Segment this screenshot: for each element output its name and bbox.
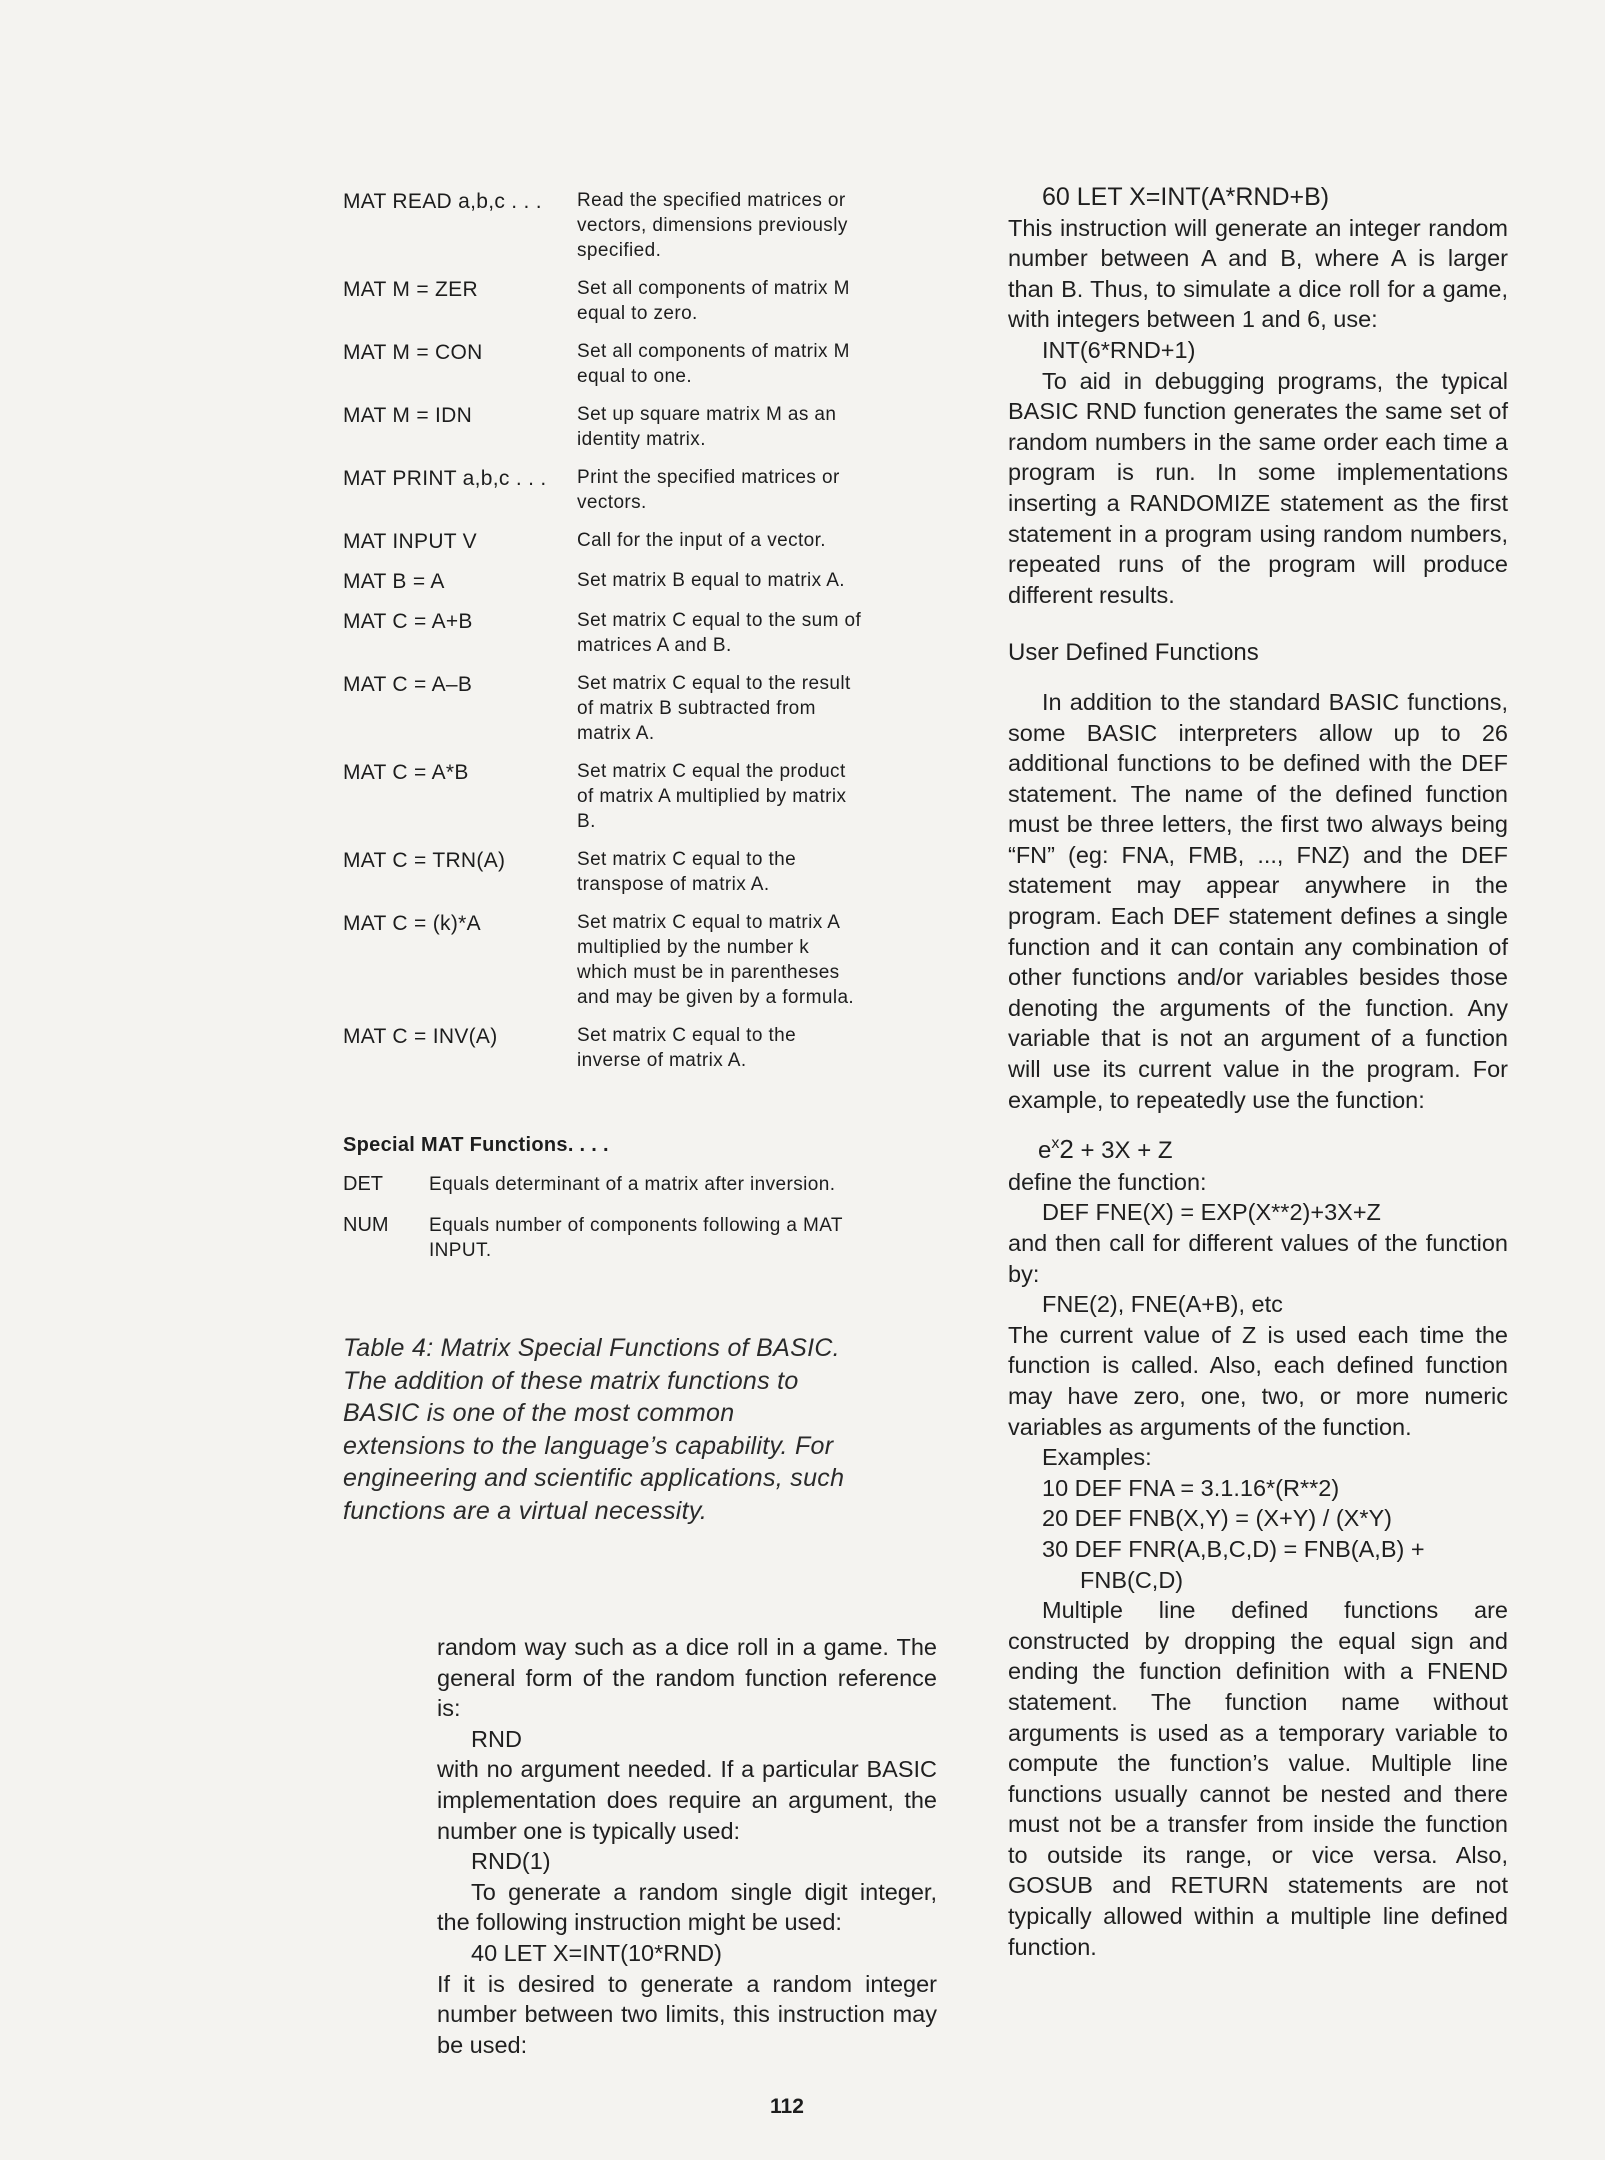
table-row bbox=[343, 276, 863, 326]
paragraph: If it is desired to generate a random integer number between two limits, this instruction may be used: bbox=[437, 1970, 937, 2058]
mat-description: Set up square matrix M as an identity matrix. bbox=[577, 404, 837, 450]
paragraph: random way such as a dice roll in a game. The general form of the random function reference is: bbox=[437, 1634, 937, 1722]
mat-command: MAT M = CON bbox=[343, 341, 483, 364]
formula bbox=[1038, 1129, 1508, 1167]
paragraph: Multiple line defined functions are constructed by dropping the equal sign and ending the function definition with a FNEND statement. The function name without arguments is used as a temporary variable to compute the function’s value. Multiple line functions usually cannot be nested and there must not be a transfer from inside the function to outside its range, or vice versa. Also, GOSUB and RETURN statements are not typically allowed within a multiple line defined function. bbox=[1008, 1597, 1508, 1960]
mat-description: Set all components of matrix M equal to zero. bbox=[577, 278, 850, 324]
mat-command: MAT C = (k)*A bbox=[343, 912, 481, 935]
code-line: FNE(2), FNE(A+B), etc bbox=[1042, 1291, 1283, 1318]
code-line: RND(1) bbox=[471, 1848, 551, 1875]
special-function-description: Equals determinant of a matrix after inversion. bbox=[429, 1174, 836, 1195]
paragraph: The current value of Z is used each time the function is called. Also, each defined function may have zero, one, two, or more numeric variables as arguments of the function. bbox=[1008, 1321, 1508, 1440]
mat-command: MAT C = INV(A) bbox=[343, 1025, 498, 1048]
mat-command: MAT C = A–B bbox=[343, 673, 473, 696]
paragraph: define the function: bbox=[1008, 1168, 1207, 1195]
examples-label: Examples: bbox=[1042, 1444, 1152, 1471]
mat-command: MAT M = ZER bbox=[343, 278, 478, 301]
code-line: 30 DEF FNR(A,B,C,D) = FNB(A,B) + bbox=[1042, 1535, 1425, 1562]
mat-description: Set matrix C equal to matrix A multiplied by the number k which must be in parentheses and may be given by a formula. bbox=[577, 912, 855, 1008]
mat-command: MAT M = IDN bbox=[343, 404, 473, 427]
table-row bbox=[343, 1172, 863, 1197]
special-function-name: DET bbox=[343, 1173, 383, 1195]
section-heading: User Defined Functions bbox=[1008, 639, 1259, 667]
code-line: DEF FNE(X) = EXP(X**2)+3X+Z bbox=[1042, 1199, 1381, 1226]
paragraph: In addition to the standard BASIC functions, some BASIC interpreters allow up to 26 additional functions to be defined with the DEF statement. The name of the defined function must be three letters, the first two always being “FN” (eg: FNA, FMB, ..., FNZ) and the DEF statement may appear anywhere in the program. Each DEF statement defines a single function and it can contain any combination of other functions and/or variables besides those denoting the arguments of the function. Any variable that is not an argument of a function will use its current value in the program. For example, to repeatedly use the function: bbox=[1008, 688, 1508, 1113]
paragraph: and then call for different values of the function by: bbox=[1008, 1230, 1508, 1287]
table-caption: Table 4: Matrix Special Functions of BASIC. The addition of these matrix functions to BASIC is one of the most common extensions to the language’s capability. For engineering and scientific applications, such functions are a virtual necessity. bbox=[343, 1334, 845, 1525]
mat-description: Set matrix C equal to the sum of matrices A and B. bbox=[577, 610, 862, 656]
mat-description: Read the specified matrices or vectors, dimensions previously specified. bbox=[577, 190, 848, 261]
formula-base: e bbox=[1038, 1137, 1052, 1165]
table-row bbox=[343, 608, 863, 658]
formula-exponent: x bbox=[1051, 1135, 1060, 1153]
mat-description: Set matrix C equal to the result of matrix B subtracted from matrix A. bbox=[577, 673, 851, 744]
table-row bbox=[343, 465, 863, 515]
special-function-description: Equals number of components following a MAT INPUT. bbox=[429, 1215, 843, 1261]
mat-command: MAT C = TRN(A) bbox=[343, 849, 506, 872]
table-row bbox=[343, 402, 863, 452]
table-row bbox=[343, 671, 863, 746]
mat-command: MAT INPUT V bbox=[343, 530, 477, 553]
mat-command: MAT C = A+B bbox=[343, 610, 473, 633]
formula-power: 2 bbox=[1059, 1134, 1074, 1165]
code-line: 40 LET X=INT(10*RND) bbox=[471, 1939, 722, 1966]
table-row bbox=[343, 1213, 863, 1263]
mat-description: Set matrix C equal to the transpose of matrix A. bbox=[577, 849, 797, 895]
page-number: 112 bbox=[770, 2095, 804, 2118]
table-row bbox=[343, 1023, 863, 1073]
mat-description: Set matrix C equal to the inverse of matrix A. bbox=[577, 1025, 797, 1071]
code-line: 60 LET X=INT(A*RND+B) bbox=[1042, 183, 1330, 211]
code-line: 10 DEF FNA = 3.1.16*(R**2) bbox=[1042, 1474, 1340, 1501]
mat-command: MAT C = A*B bbox=[343, 761, 469, 784]
mat-description: Set all components of matrix M equal to one. bbox=[577, 341, 850, 387]
mat-description: Set matrix B equal to matrix A. bbox=[577, 570, 845, 591]
special-function-name: NUM bbox=[343, 1214, 389, 1236]
code-line: 20 DEF FNB(X,Y) = (X+Y) / (X*Y) bbox=[1042, 1505, 1392, 1532]
table-row bbox=[343, 759, 863, 834]
table-row bbox=[343, 188, 863, 263]
table-row bbox=[343, 528, 863, 555]
mat-description: Print the specified matrices or vectors. bbox=[577, 467, 840, 513]
paragraph: To generate a random single digit integer, the following instruction might be used: bbox=[437, 1878, 937, 1936]
table-row bbox=[343, 910, 863, 1010]
special-functions-heading: Special MAT Functions. . . . bbox=[343, 1134, 609, 1156]
paragraph: This instruction will generate an integer random number between A and B, where A is larger than B. Thus, to simulate a dice roll for a game, with integers between 1 and 6, use: bbox=[1008, 214, 1508, 333]
code-line: FNB(C,D) bbox=[1080, 1566, 1184, 1593]
mat-command: MAT B = A bbox=[343, 570, 445, 593]
mat-command: MAT READ a,b,c . . . bbox=[343, 190, 542, 213]
mat-functions-table bbox=[343, 188, 863, 1086]
table-row bbox=[343, 847, 863, 897]
special-functions-table bbox=[343, 1172, 863, 1279]
paragraph: To aid in debugging programs, the typical BASIC RND function generates the same set of random numbers in the same order each time a program is run. In some implementations inserting a RANDOMIZE statement as the first statement in a program using random numbers, repeated runs of the program will produce different results. bbox=[1008, 367, 1508, 608]
table-row bbox=[343, 339, 863, 389]
mat-description: Set matrix C equal the product of matrix A multiplied by matrix B. bbox=[577, 761, 847, 832]
paragraph: with no argument needed. If a particular BASIC implementation does require an argument, the number one is typically used: bbox=[437, 1756, 937, 1844]
mat-description: Call for the input of a vector. bbox=[577, 530, 826, 551]
table-row bbox=[343, 568, 863, 595]
code-line: RND bbox=[471, 1725, 522, 1752]
right-text-column bbox=[1008, 182, 1508, 1962]
middle-text-column bbox=[437, 1632, 937, 2060]
formula-rest: + 3X + Z bbox=[1073, 1137, 1173, 1165]
code-line: INT(6*RND+1) bbox=[1042, 336, 1196, 363]
mat-command: MAT PRINT a,b,c . . . bbox=[343, 467, 547, 490]
